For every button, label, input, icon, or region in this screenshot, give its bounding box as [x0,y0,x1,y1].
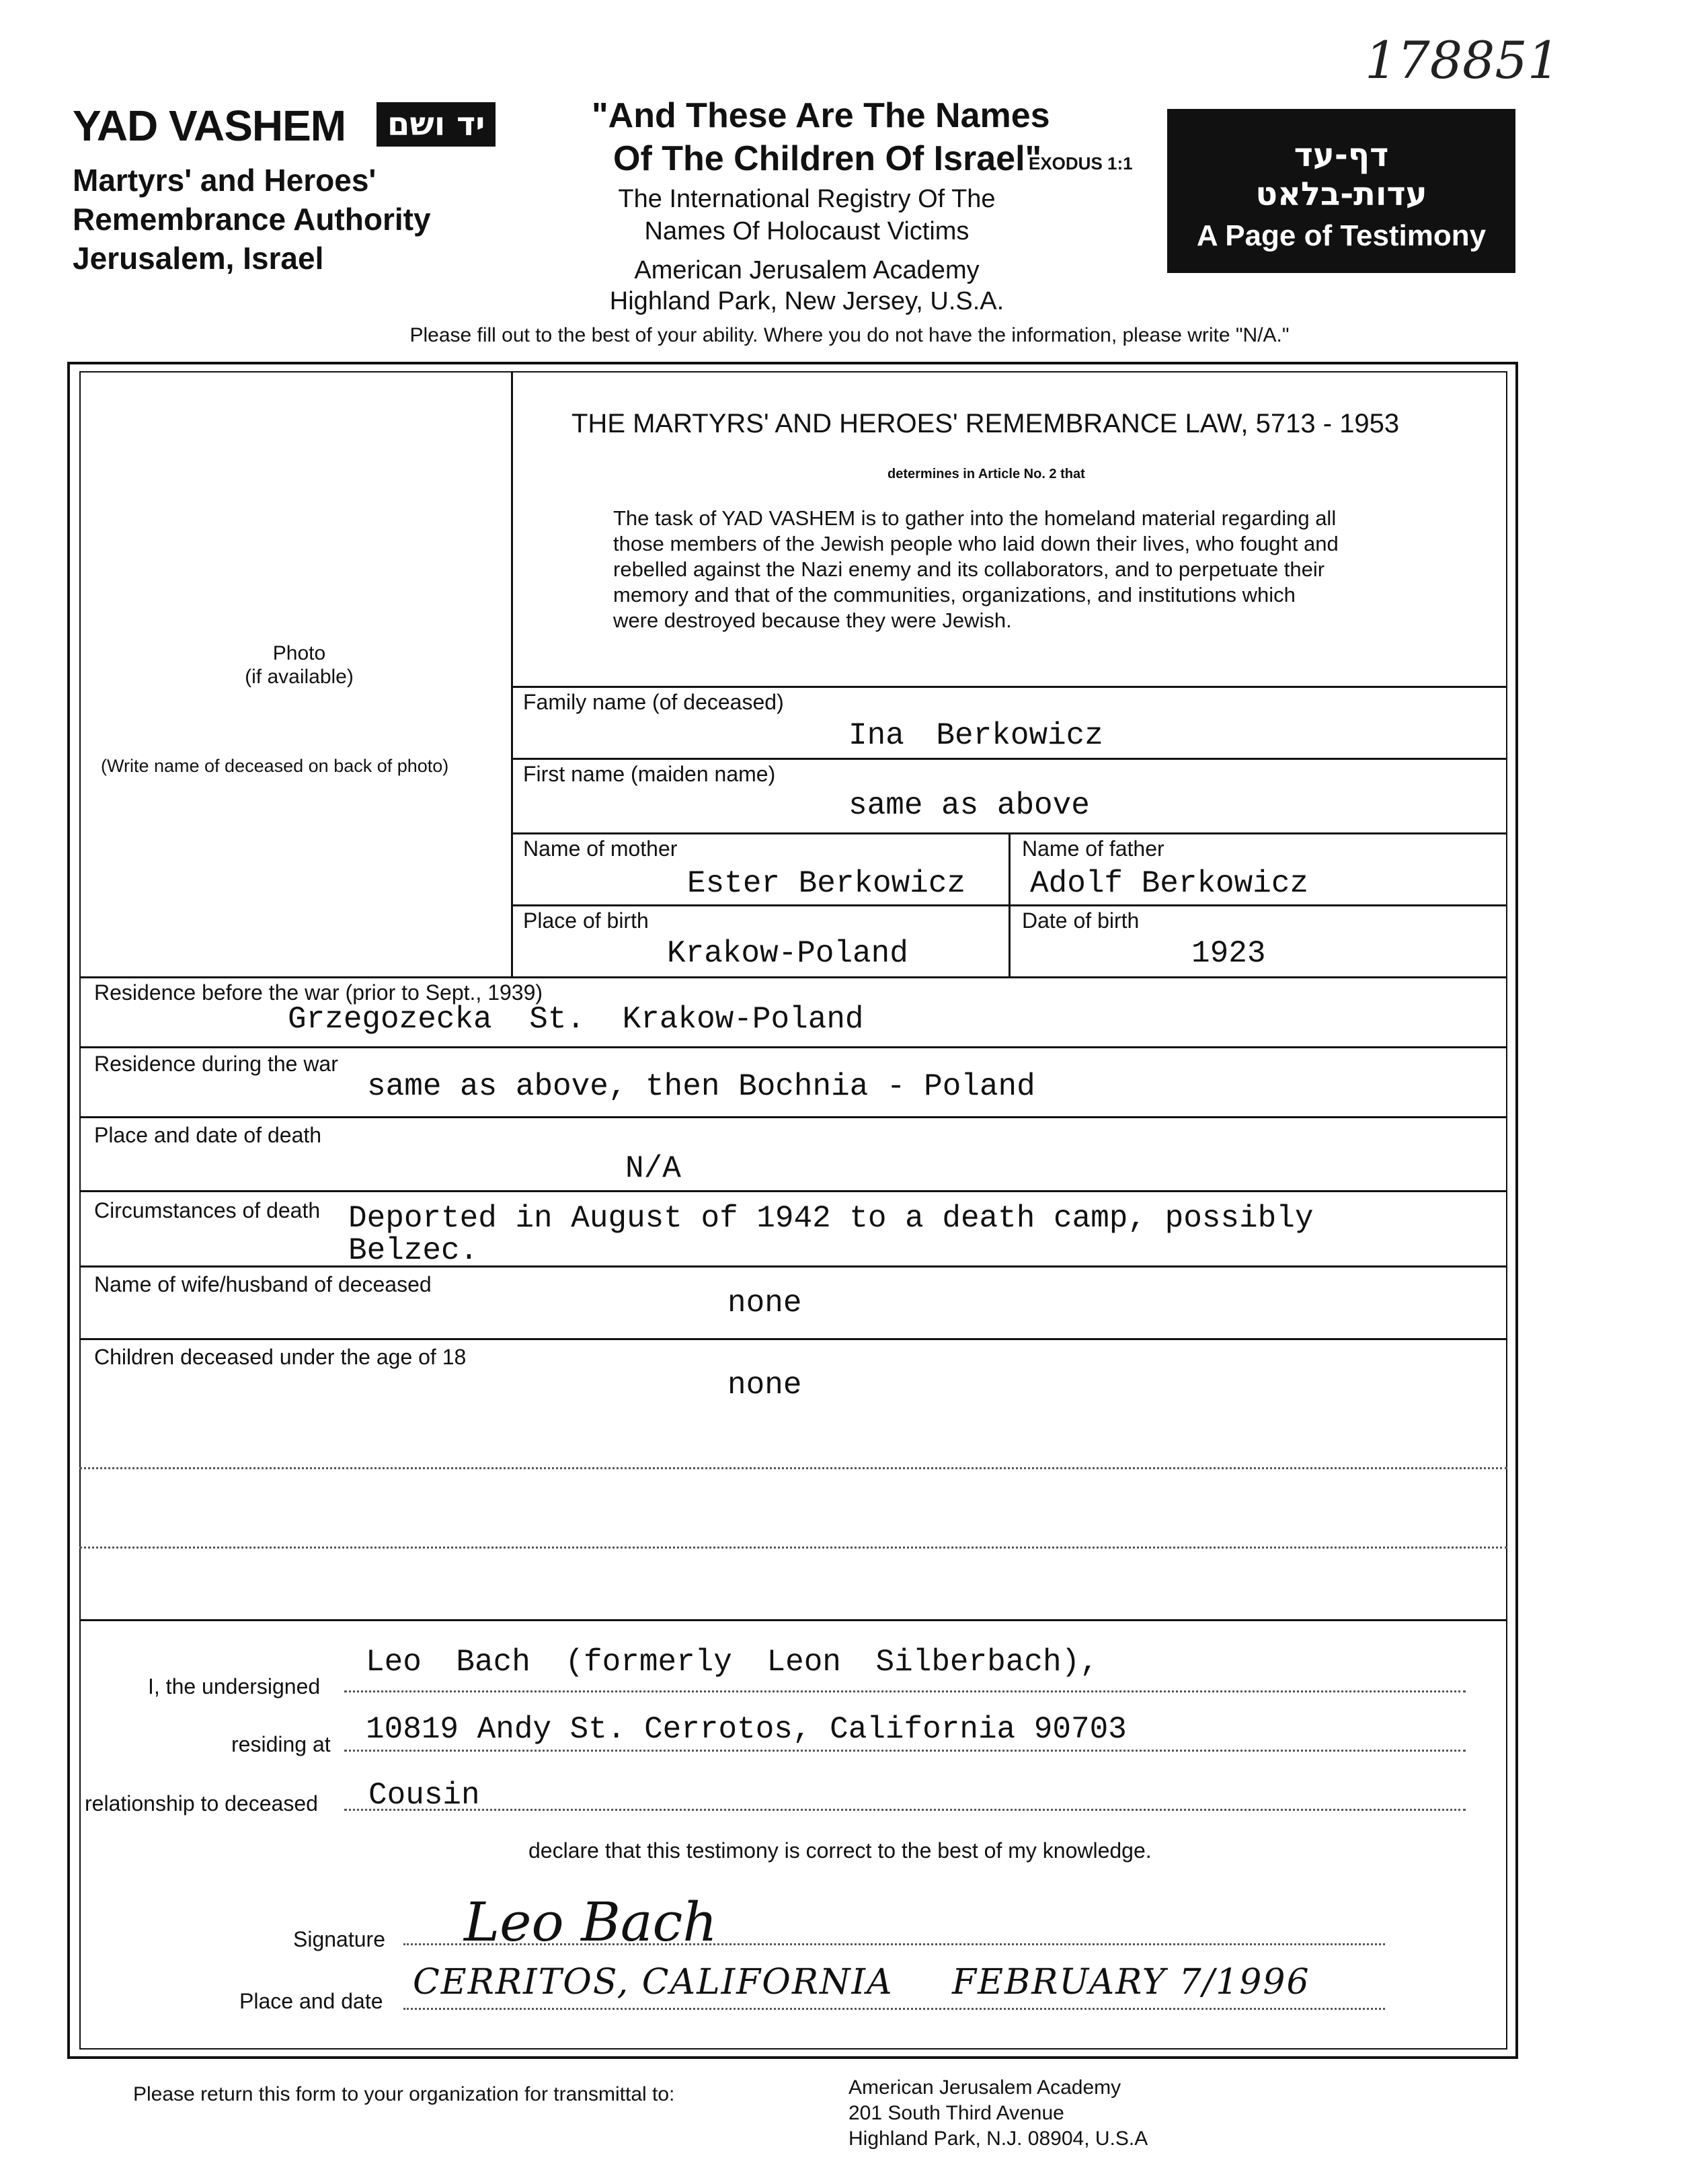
birthdate-value: 1923 [1191,936,1266,971]
residence-during-label: Residence during the war [94,1052,338,1076]
org-line-3: Jerusalem, Israel [73,241,324,276]
date-value: FEBRUARY 7/1996 [952,1962,1310,2002]
rule-firstname [511,758,1507,760]
father-label: Name of father [1022,836,1164,861]
testimony-hebrew-line-1: דף-עד [1294,136,1389,174]
rule-spouse [79,1265,1507,1268]
rule-birth [511,904,1507,906]
testimony-hebrew-line-2: עדות-בלאט [1255,176,1427,213]
rule-children-dotted-2 [79,1547,1507,1549]
signature-value: Leo Bach [464,1891,717,1953]
residing-value: 10819 Andy St. Cerrotos, California 90703 [366,1712,1127,1747]
spouse-value: none [727,1286,802,1321]
law-body-line-1: The task of YAD VASHEM is to gather into the homeland material regarding all [613,506,1337,530]
law-body-line-2: those members of the Jewish people who laid down their lives, who fought and [613,532,1339,555]
undersigned-value: Leo Bach (formerly Leon Silberbach), [366,1645,1099,1680]
rule-family [511,686,1507,688]
family-name-value: Ina Berkowicz [848,718,1103,753]
law-body-line-3: rebelled against the Nazi enemy and its collaborators, and to perpetuate their [613,557,1325,581]
place-date-line [403,2008,1385,2010]
law-subtitle: determines in Article No. 2 that [887,467,1085,481]
place-date-label: Place and date [239,1989,383,2013]
rule-declarant [79,1619,1507,1621]
rule-residence-during [79,1046,1507,1048]
testimony-title: A Page of Testimony [1196,219,1487,252]
residing-line [344,1750,1466,1752]
first-name-label: First name (maiden name) [523,762,776,786]
death-place-label: Place and date of death [94,1123,322,1147]
death-place-value: N/A [625,1151,681,1186]
return-note: Please return this form to your organization for transmittal to: [133,2083,675,2105]
circumstances-value-line-2: Belzec. [348,1233,479,1268]
father-value: Adolf Berkowicz [1030,866,1309,901]
rule-circumstances [79,1190,1507,1192]
relationship-value: Cousin [368,1778,480,1813]
residence-during-value: same as above, then Bochnia - Poland [367,1069,1035,1104]
org-line-2: Remembrance Authority [73,202,431,237]
academy-line-2: Highland Park, New Jersey, U.S.A. [609,287,1004,315]
rule-children-dotted-1 [79,1467,1507,1469]
address-line-1: American Jerusalem Academy [848,2076,1121,2099]
mother-value: Ester Berkowicz [687,866,966,901]
residing-label: residing at [231,1732,331,1756]
mother-label: Name of mother [523,836,678,861]
birthplace-label: Place of birth [523,908,649,933]
quote-reference: EXODUS 1:1 [1029,153,1133,173]
registry-line-1: The International Registry Of The [618,185,996,213]
birthplace-value: Krakow-Poland [667,936,908,971]
testimony-banner [1167,109,1515,273]
residence-before-value: Grzegozecka St. Krakow-Poland [288,1002,864,1037]
birthdate-label: Date of birth [1022,908,1140,933]
quote-line-1: "And These Are The Names [592,96,1050,135]
circumstances-label: Circumstances of death [94,1198,321,1222]
academy-line-1: American Jerusalem Academy [634,256,980,284]
photo-divider [511,371,513,976]
relationship-label: relationship to deceased [85,1791,318,1816]
rule-parents [511,832,1507,834]
signature-label: Signature [293,1927,385,1951]
instruction-text: Please fill out to the best of your ability. Where you do not have the information, please write "N/A." [409,324,1290,346]
circumstances-value-line-1: Deported in August of 1942 to a death camp, possibly [348,1201,1314,1236]
law-body-line-4: memory and that of the communities, organizations, and institutions which [613,583,1296,607]
children-label: Children deceased under the age of 18 [94,1345,467,1369]
place-value: CERRITOS, CALIFORNIA [413,1962,894,2002]
rule-children [79,1338,1507,1340]
org-name: YAD VASHEM [73,102,346,150]
photo-note: (if available) [245,666,354,688]
photo-label: Photo [272,642,326,664]
family-name-label: Family name (of deceased) [523,690,784,714]
children-value: none [727,1368,802,1403]
photo-back-note: (Write name of deceased on back of photo) [101,756,449,776]
first-name-value: same as above [848,788,1090,823]
residence-before-label: Residence before the war (prior to Sept., 1939) [94,980,543,1005]
rule-residence-before [79,976,1507,978]
relationship-line [344,1809,1466,1811]
rule-death-place [79,1116,1507,1118]
org-line-1: Martyrs' and Heroes' [73,163,377,198]
address-line-3: Highland Park, N.J. 08904, U.S.A [848,2128,1148,2150]
registry-line-2: Names Of Holocaust Victims [644,217,970,245]
reference-number: 178851 [1365,30,1560,90]
quote-line-2: Of The Children Of Israel" [613,139,1042,178]
undersigned-line [344,1690,1466,1692]
spouse-label: Name of wife/husband of deceased [94,1272,432,1296]
org-hebrew-logo: יד ושם [377,102,496,147]
address-line-2: 201 South Third Avenue [848,2102,1064,2124]
law-body-line-5: were destroyed because they were Jewish. [613,609,1012,632]
declaration-text: declare that this testimony is correct to the best of my knowledge. [528,1838,1152,1863]
undersigned-label: I, the undersigned [148,1674,321,1699]
law-title: THE MARTYRS' AND HEROES' REMEMBRANCE LAW, 5713 - 1953 [571,409,1400,438]
